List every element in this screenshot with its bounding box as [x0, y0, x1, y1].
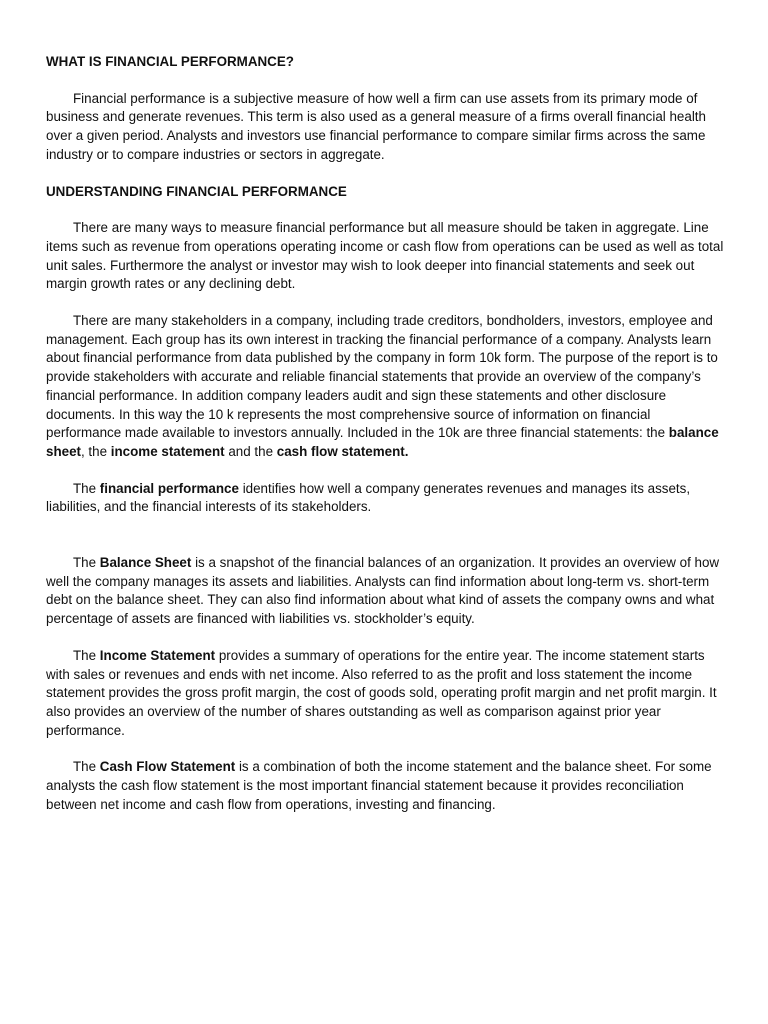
lead-text: The: [73, 480, 100, 496]
bold-cash-flow-statement: cash flow statement.: [276, 443, 409, 459]
section-heading-understanding: UNDERSTANDING FINANCIAL PERFORMANCE: [46, 183, 347, 199]
bold-balance-sheet-title: Balance Sheet: [99, 555, 192, 571]
paragraph-financial-performance: [46, 480, 726, 517]
lead-text: The: [73, 647, 100, 663]
paragraph-stakeholders: [46, 312, 726, 462]
document-page: [46, 53, 726, 815]
bold-balance-sheet: balance sheet: [46, 425, 719, 459]
lead-text: The: [73, 759, 100, 775]
paragraph-stakeholders-text: There are many stakeholders in a company, including trade creditors, bondholders, investors, employee and management. Each group has its own interest in tracking the financial performance of a company. Analysts learn about financial performance from data published by the company in form 10k form. The purpose of the report is to provide stakeholders with accurate and reliable financial statements that provide an overview of the company’s financial performance. In addition company leaders audit and sign these statements and other disclosure documents. In this way the 10 k represents the most comprehensive source of information on financial performance made available to investors annually. Included in the 10k are three financial statements: the: [46, 313, 718, 441]
paragraph-body: is a combination of both the income statement and the balance sheet. For some analysts the cash flow statement is the most important financial statement because it provides reconciliation between net income and cash flow from operations, investing and financing.: [46, 759, 712, 812]
paragraph-body: is a snapshot of the financial balances of an organization. It provides an overview of how well the company manages its assets and liabilities. Analysts can find information about long-term vs. short-term debt on the balance sheet. They can also find information about what kind of assets the company owns and what percentage of assets are financed with liabilities vs. stockholder’s equity.: [46, 555, 720, 627]
paragraph-cash-flow: [46, 758, 726, 814]
connector-text: , the: [80, 443, 111, 459]
lead-text: The: [73, 555, 100, 571]
paragraph-definition: Financial performance is a subjective measure of how well a firm can use assets from its primary mode of business and generate revenues. This term is also used as a general measure of a firms overall financial health over a given period. Analysts and investors use financial performance to compare similar firms across the same industry or to compare industries or sectors in aggregate.: [46, 90, 706, 162]
connector-text: and the: [224, 443, 277, 459]
bold-income-statement: income statement: [110, 443, 225, 459]
paragraph-income-statement: [46, 647, 726, 741]
bold-cash-flow-title: Cash Flow Statement: [99, 759, 236, 775]
section-heading-what-is: WHAT IS FINANCIAL PERFORMANCE?: [46, 54, 294, 69]
bold-financial-performance: financial performance: [99, 480, 239, 496]
paragraph-measuring: There are many ways to measure financial performance but all measure should be taken in aggregate. Line items such as revenue from operations operating income or cash flow from operations can be used as well as total unit sales. Furthermore the analyst or investor may wish to look deeper into financial statements and seek out margin growth rates or any declining debt.: [46, 220, 724, 292]
paragraph-body: provides a summary of operations for the entire year. The income statement starts with sales or revenues and ends with net income. Also referred to as the profit and loss statement the income statement provides the gross profit margin, the cost of goods sold, operating profit margin and net profit margin. It also provides an overview of the number of shares outstanding as well as comparison against prior year performance.: [46, 647, 717, 738]
paragraph-balance-sheet: [46, 554, 726, 629]
paragraph-body: identifies how well a company generates revenues and manages its assets, liabilities, and the financial interests of its stakeholders.: [46, 480, 691, 515]
bold-income-statement-title: Income Statement: [99, 647, 216, 663]
